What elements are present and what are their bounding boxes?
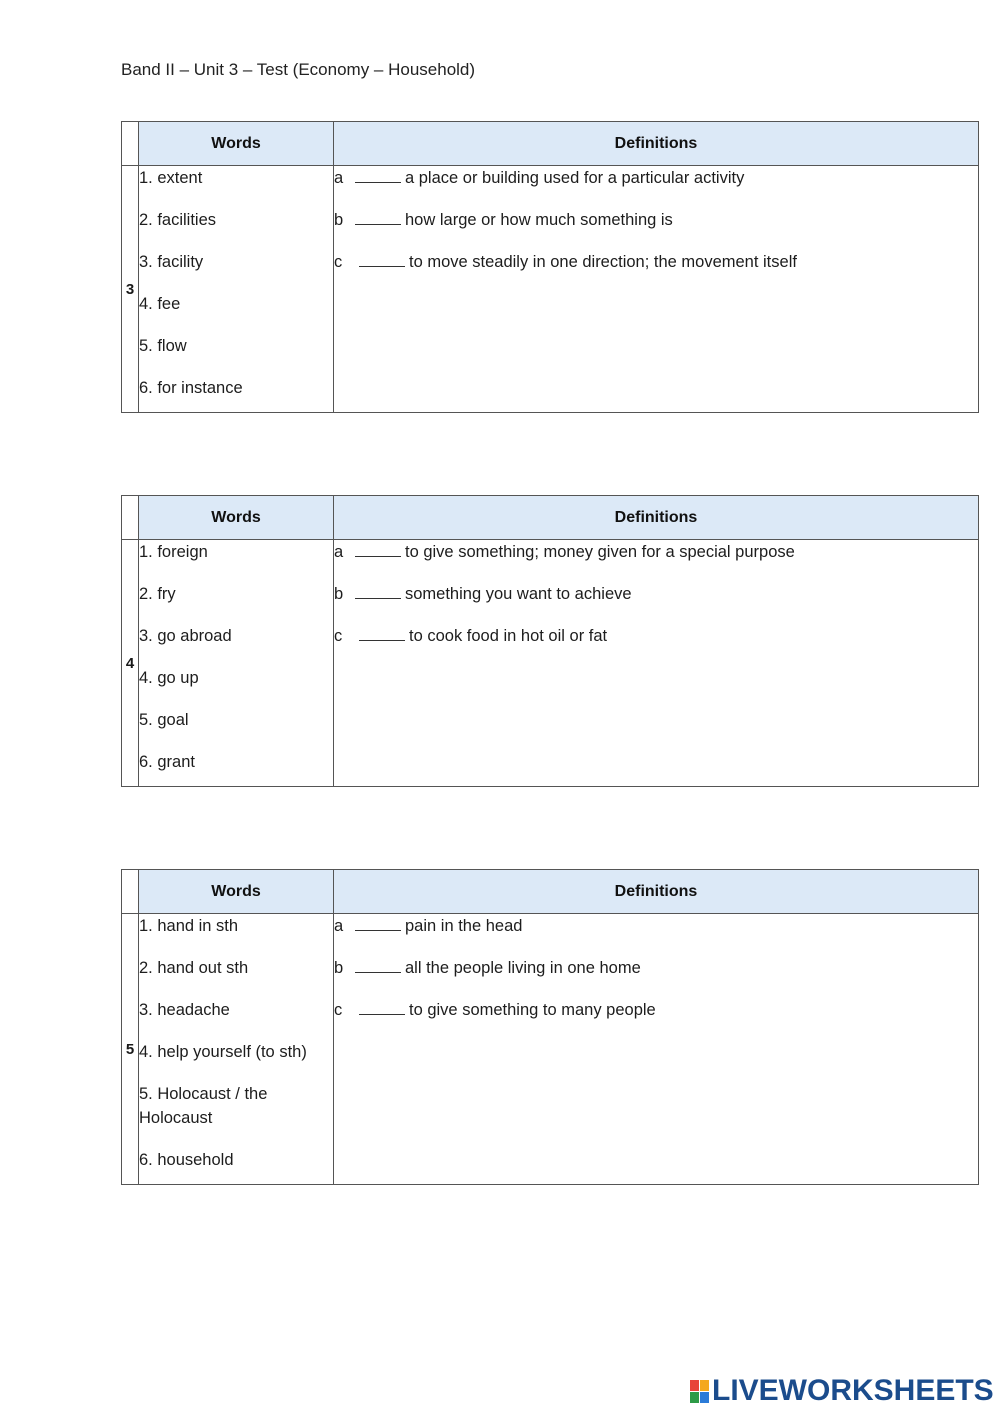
definition-text: pain in the head [405,917,523,935]
definition-item [334,956,978,998]
definition-text: to cook food in hot oil or fat [409,627,608,645]
answer-blank[interactable] [355,166,401,183]
definition-letter: c [334,253,343,271]
exercise-number: 4 [122,540,139,787]
answer-blank[interactable] [355,582,401,599]
word-list [139,914,334,1185]
definition-item [334,624,978,666]
word-item: 1. foreign [139,543,208,561]
answer-blank[interactable] [355,540,401,557]
word-item: 4. fee [139,295,181,313]
word-item: 5. goal [139,711,189,729]
logo-mark-icon [690,1380,709,1403]
answer-blank[interactable] [355,956,401,973]
word-item: 2. hand out sth [139,959,249,977]
header-blank-cell [122,870,139,914]
word-item: 3. facility [139,253,204,271]
header-blank-cell [122,122,139,166]
definition-text: to give something; money given for a special purpose [405,543,795,561]
definition-text: how large or how much something is [405,211,673,229]
exercise-table-5 [121,869,979,1185]
word-item: 4. help yourself (to sth) [139,1043,307,1061]
words-header: Words [139,122,334,166]
definition-item [334,250,978,292]
definition-text: something you want to achieve [405,585,632,603]
word-list [139,166,334,413]
definition-item [334,582,978,624]
answer-blank[interactable] [355,914,401,931]
definition-item [334,166,978,208]
definition-item [334,208,978,250]
word-item: 2. facilities [139,211,217,229]
word-item: 6. for instance [139,379,243,397]
definitions-header: Definitions [334,122,979,166]
word-item: 6. grant [139,753,195,771]
answer-blank[interactable] [359,624,405,641]
exercise-table-3 [121,121,979,413]
word-item: 1. extent [139,169,203,187]
definition-text: all the people living in one home [405,959,641,977]
logo-block [700,1392,709,1403]
exercise-number: 5 [122,914,139,1185]
words-header: Words [139,496,334,540]
word-item: 5. flow [139,337,187,355]
definitions-header: Definitions [334,496,979,540]
definition-text: to move steadily in one direction; the movement itself [409,253,797,271]
definition-item [334,540,978,582]
definition-list [334,166,979,413]
exercise-number: 3 [122,166,139,413]
logo-text: LIVEWORKSHEETS [712,1374,994,1407]
exercise-table-4 [121,495,979,787]
definition-item [334,914,978,956]
answer-blank[interactable] [359,998,405,1015]
answer-blank[interactable] [355,208,401,225]
word-list [139,540,334,787]
word-item: 2. fry [139,585,176,603]
word-item: 1. hand in sth [139,917,239,935]
header-blank-cell [122,496,139,540]
definition-text: to give something to many people [409,1001,656,1019]
definition-letter: b [334,959,344,977]
definition-letter: a [334,543,344,561]
page-title: Band II – Unit 3 – Test (Economy – Household) [121,60,476,79]
word-item: 3. go abroad [139,627,232,645]
logo-block [700,1380,709,1391]
word-item: 6. household [139,1151,234,1169]
word-item: 5. Holocaust / the Holocaust [139,1085,268,1127]
liveworksheets-logo [690,1374,994,1408]
definition-letter: b [334,585,344,603]
answer-blank[interactable] [359,250,405,267]
definition-letter: a [334,917,344,935]
definitions-header: Definitions [334,870,979,914]
definition-text: a place or building used for a particular activity [405,169,745,187]
definition-list [334,540,979,787]
words-header: Words [139,870,334,914]
definition-list [334,914,979,1185]
definition-letter: a [334,169,344,187]
word-item: 4. go up [139,669,199,687]
definition-item [334,998,978,1040]
word-item: 3. headache [139,1001,230,1019]
logo-block [690,1392,699,1403]
definition-letter: c [334,1001,343,1019]
definition-letter: c [334,627,343,645]
definition-letter: b [334,211,344,229]
logo-block [690,1380,699,1391]
